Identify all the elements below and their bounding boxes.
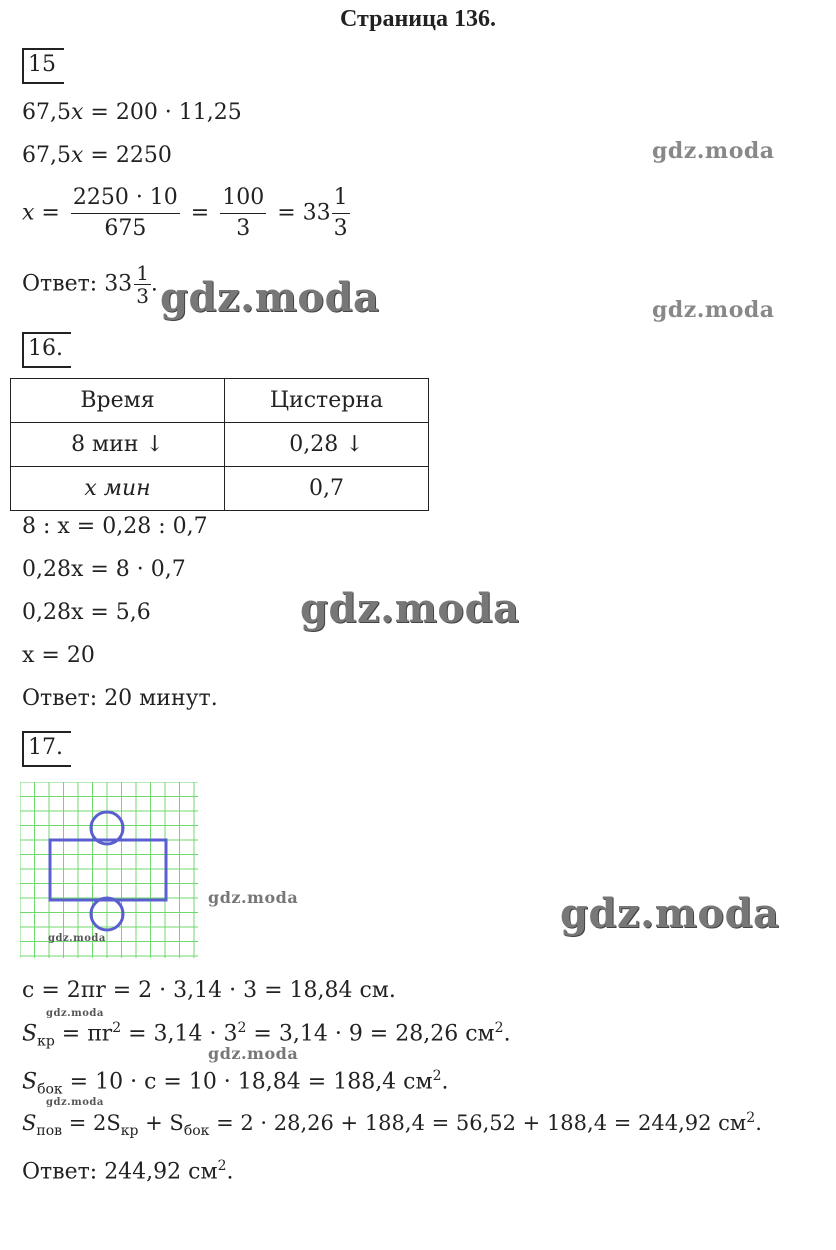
fraction-2	[220, 183, 266, 244]
answer-15-period: .	[150, 271, 158, 297]
subscript-kr: кр	[37, 1033, 55, 1050]
fraction-1-numerator: 2250 · 10	[71, 183, 180, 214]
fraction-3-denominator: 3	[333, 216, 348, 241]
skr-part-a: = πr	[54, 1021, 113, 1047]
subscript-bok: бок	[37, 1081, 63, 1098]
eq2-coef: 67,5	[22, 143, 71, 168]
eq2-var: x	[70, 143, 84, 168]
s-symbol: S	[22, 1069, 38, 1095]
skr-part-b: = 3,14 · 3	[121, 1021, 238, 1047]
task17-circumference: c = 2πr = 2 · 3,14 · 3 = 18,84 см.	[22, 978, 396, 1003]
answer-17-text: Ответ: 244,92 см	[22, 1159, 218, 1185]
eq3-equals-2: =	[183, 200, 217, 226]
watermark-logo: gdz.moda	[48, 933, 106, 944]
sbok-part-a: = 10 · c = 10 · 18,84 = 188,4 см	[62, 1069, 433, 1095]
watermark-logo: gdz.moda	[46, 1008, 104, 1019]
task16-answer: Ответ: 20 минут.	[22, 686, 218, 711]
task-number-17: 17.	[22, 731, 71, 767]
eq3-equals: =	[34, 200, 67, 226]
task15-equation-3	[22, 183, 354, 244]
period: .	[755, 1111, 762, 1135]
page-title: Страница 136.	[340, 6, 496, 32]
watermark-logo: gdz.moda	[208, 1044, 299, 1063]
spov-part-b: + S	[138, 1111, 184, 1135]
spov-part-c: = 2 · 28,26 + 188,4 = 56,52 + 188,4 = 244,92 см	[209, 1111, 747, 1135]
task-number-16: 16.	[22, 332, 71, 368]
skr-part-c: = 3,14 · 9 = 28,26 см	[246, 1021, 495, 1047]
fraction-1-denominator: 675	[104, 216, 147, 241]
superscript: 2	[112, 1020, 122, 1036]
fraction-2-numerator: 100	[220, 183, 266, 214]
answer-15-fraction	[134, 262, 151, 307]
task17-answer	[22, 1158, 234, 1184]
superscript: 2	[494, 1020, 504, 1036]
task16-line-1: 8 : x = 0,28 : 0,7	[22, 514, 208, 539]
watermark-logo: gdz.moda	[652, 138, 775, 164]
table-cell: 8 мин ↓	[11, 423, 225, 467]
superscript: 2	[746, 1110, 756, 1126]
fraction-1	[71, 183, 180, 244]
eq3-var: x	[22, 200, 35, 226]
task17-area-lateral	[22, 1068, 449, 1098]
task17-area-surface	[22, 1110, 762, 1139]
fraction-2-denominator: 3	[236, 216, 251, 241]
task16-line-2: 0,28x = 8 · 0,7	[22, 557, 186, 582]
table-header-tank: Цистерна	[225, 379, 429, 423]
superscript: 2	[217, 1158, 227, 1174]
watermark-logo: gdz.moda	[560, 890, 780, 937]
eq1-rhs: = 200 · 11,25	[83, 100, 242, 125]
table-row	[11, 467, 429, 511]
task15-equation-2	[22, 143, 172, 168]
task16-line-4: x = 20	[22, 643, 95, 668]
task16-line-3: 0,28x = 5,6	[22, 600, 151, 625]
proportion-table	[10, 378, 429, 511]
table-cell: x мин	[11, 467, 225, 511]
fraction-3-numerator: 1	[332, 183, 350, 214]
fraction-3	[332, 183, 350, 244]
s-symbol: S	[22, 1111, 37, 1135]
table-header-time: Время	[11, 379, 225, 423]
table-header-row	[11, 379, 429, 423]
superscript: 2	[237, 1020, 247, 1036]
watermark-logo: gdz.moda	[46, 1097, 104, 1108]
cylinder-net-drawing	[20, 782, 198, 958]
subscript-pov: пов	[36, 1123, 63, 1140]
grid-lines	[20, 782, 198, 958]
answer-15-numerator: 1	[136, 261, 149, 285]
eq1-coef: 67,5	[22, 100, 71, 125]
period: .	[226, 1159, 234, 1185]
spov-part-a: = 2S	[62, 1111, 121, 1135]
watermark-logo: gdz.moda	[300, 585, 520, 632]
task15-answer	[22, 262, 158, 307]
eq2-rhs: = 2250	[83, 143, 172, 168]
answer-15-text: Ответ: 33	[22, 271, 133, 297]
table-row	[11, 423, 429, 467]
subscript-bok: бок	[183, 1123, 210, 1140]
eq3-equals-3: = 33	[270, 200, 331, 226]
period: .	[441, 1069, 449, 1095]
watermark-logo: gdz.moda	[208, 888, 299, 907]
watermark-logo: gdz.moda	[652, 297, 775, 323]
eq1-var: x	[70, 100, 84, 125]
superscript: 2	[432, 1068, 442, 1084]
period: .	[503, 1021, 511, 1047]
answer-15-denominator: 3	[136, 284, 149, 308]
task-number-15: 15	[22, 48, 64, 84]
task15-equation-1	[22, 100, 242, 125]
watermark-logo: gdz.moda	[160, 274, 380, 321]
subscript-kr: кр	[120, 1123, 139, 1140]
table-cell: 0,7	[225, 467, 429, 511]
s-symbol: S	[22, 1021, 38, 1047]
lateral-rectangle	[50, 840, 166, 900]
table-cell: 0,28 ↓	[225, 423, 429, 467]
